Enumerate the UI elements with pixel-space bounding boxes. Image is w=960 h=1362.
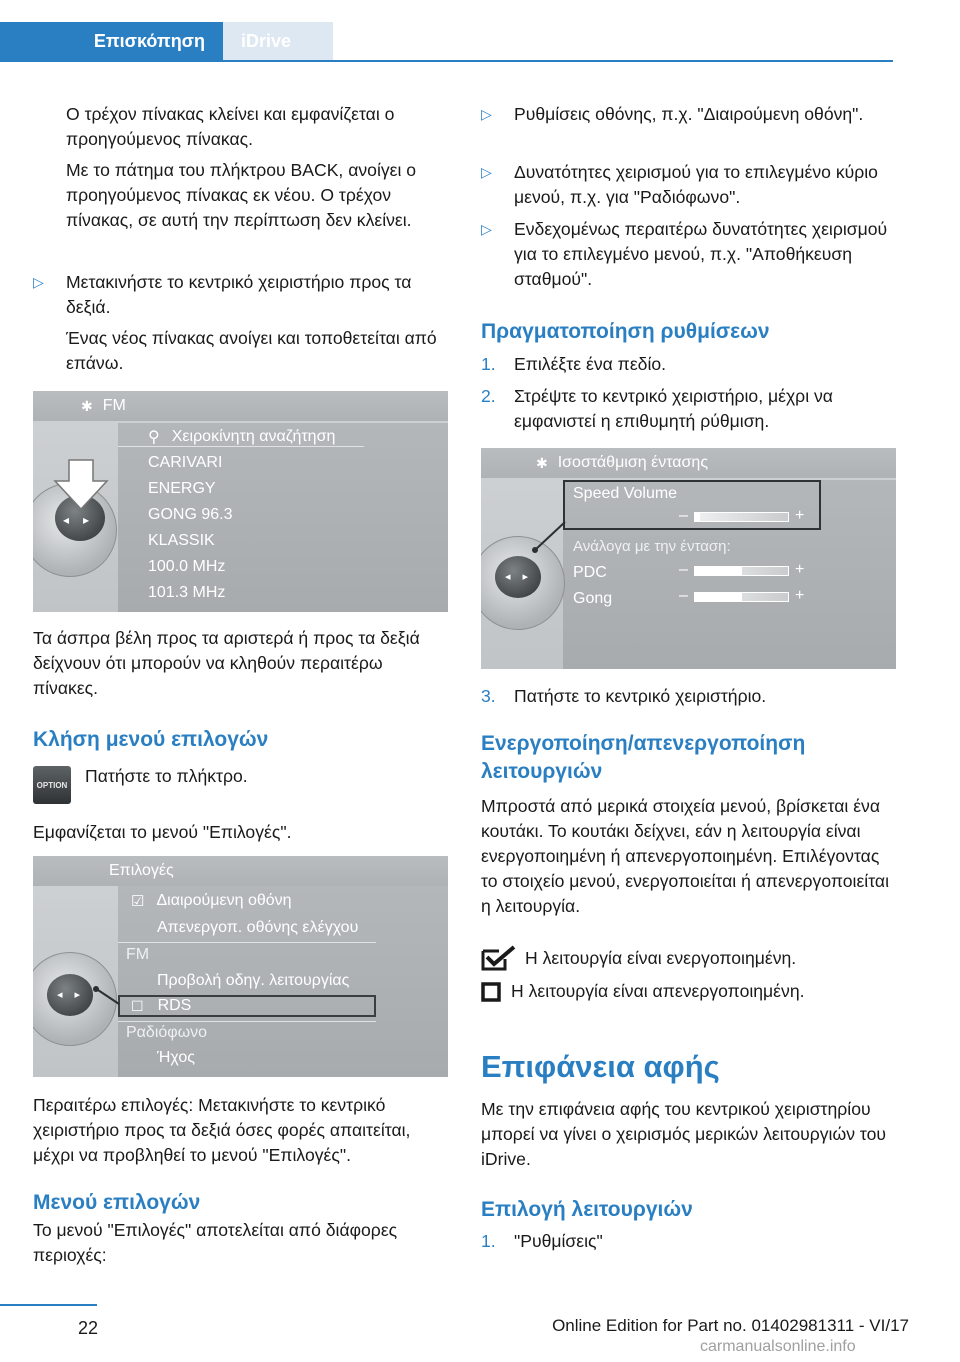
station-item: 101.3 MHz xyxy=(148,584,226,601)
step-number: 1. xyxy=(481,1231,496,1251)
manual-search-row xyxy=(148,427,335,447)
divider xyxy=(118,942,376,943)
gong-slider[interactable] xyxy=(694,592,789,602)
speaker-icon: ✱ xyxy=(536,454,548,471)
watermark: carmanualsonline.info xyxy=(700,1338,856,1355)
screen-topbar xyxy=(33,856,448,886)
screen-topbar xyxy=(33,391,448,421)
rds-label: RDS xyxy=(157,997,192,1014)
plus-icon[interactable]: + xyxy=(795,587,805,604)
minus-icon[interactable]: – xyxy=(679,507,688,524)
split-screen-row xyxy=(131,892,292,910)
gong-label: Gong xyxy=(573,590,613,607)
manual-search-label: Χειροκίνητη αναζήτηση xyxy=(171,428,336,445)
minus-icon[interactable]: – xyxy=(679,587,688,604)
heading-options-menu: Μενού επιλογών xyxy=(33,1191,201,1214)
bullet-main-menu-options xyxy=(481,160,896,210)
triangle-bullet-icon: ▷ xyxy=(481,164,492,180)
station-item: KLASSIK xyxy=(148,532,215,549)
paragraph-new-panel: Ένας νέος πίνακας ανοίγει και τοποθετείται από επάνω. xyxy=(66,328,437,373)
screen-title: Ισοστάθμιση έντασης xyxy=(557,454,709,471)
pdc-slider[interactable] xyxy=(694,566,789,576)
screen-topbar xyxy=(481,448,896,478)
heading-call-options-menu: Κλήση μενού επιλογών xyxy=(33,728,269,751)
left-right-arrows-icon: ◂▸ xyxy=(57,989,93,1001)
fm-section-label: FM xyxy=(126,946,150,963)
step-number: 2. xyxy=(481,386,496,406)
screen-title: Επιλογές xyxy=(109,862,174,879)
step-1-settings xyxy=(481,1229,896,1254)
bullet-further-options xyxy=(481,217,896,292)
legend-enabled xyxy=(481,945,796,971)
speed-volume-label: Speed Volume xyxy=(573,485,678,502)
page-number: 22 xyxy=(77,1318,98,1338)
show-driver-function-row: Προβολή οδηγ. λειτουργίας xyxy=(157,972,350,989)
search-icon: ⚲ xyxy=(148,429,160,446)
paragraph-current-closes: Ο τρέχον πίνακας κλείνει και εμφανίζεται ο προηγούμενος πίνακας. xyxy=(66,104,395,149)
rds-row xyxy=(131,997,191,1015)
slider-fill xyxy=(695,567,742,575)
left-right-arrows-icon: ◂▸ xyxy=(505,571,541,583)
proportional-label: Ανάλογα με την ένταση: xyxy=(573,538,731,555)
step-text: Επιλέξτε ένα πεδίο. xyxy=(514,354,667,374)
station-item: 100.0 MHz xyxy=(148,558,226,575)
radio-section-label: Ραδιόφωνο xyxy=(126,1024,208,1041)
legend-enabled-text: Η λειτουργία είναι ενεργοποιημένη. xyxy=(525,947,797,968)
option-key-label: OPTION xyxy=(36,780,68,790)
screenshot-options xyxy=(33,856,448,1077)
triangle-bullet-icon: ▷ xyxy=(481,221,492,237)
checkbox-unchecked-icon: ☐ xyxy=(131,997,144,1014)
triangle-bullet-icon: ▷ xyxy=(33,274,44,290)
step-text: "Ρυθμίσεις" xyxy=(514,1231,603,1251)
checkbox-checked-icon: ☑ xyxy=(131,893,145,910)
plus-icon[interactable]: + xyxy=(795,561,805,578)
paragraph-arrows: Τα άσπρα βέλη προς τα αριστερά ή προς τα δεξιά δείχνουν ότι μπορούν να κληθούν περαιτέρω πίνακες. xyxy=(33,628,420,698)
tab-idrive-label: iDrive xyxy=(241,31,292,51)
bullet-text: Ενδεχομένως περαιτέρω δυνατότητες χειρισμού για το επιλεγμένο μενού, π.χ. "Αποθήκευση σταθμού". xyxy=(514,219,888,289)
bullet-display-settings xyxy=(481,102,896,127)
bullet-text: Μετακινήστε το κεντρικό χειριστήριο προς τα δεξιά. xyxy=(66,272,412,317)
edition-note: Online Edition for Part no. 01402981311 - VI/17 xyxy=(552,1316,909,1335)
arrow-down-icon xyxy=(53,459,109,511)
paragraph-checkbox: Μπροστά από μερικά στοιχεία μενού, βρίσκεται ένα κουτάκι. Το κουτάκι δείχνει, εάν η λειτουργία είναι ενεργοποιημένη ή απενεργοποιημένη. Επιλέγοντας το στοιχείο μενού, ενεργοποιείται ή απενεργοποιείται η λειτουργία. xyxy=(481,796,889,916)
footer-rule xyxy=(0,1304,97,1306)
tab-overview[interactable] xyxy=(0,22,223,61)
plus-icon[interactable]: + xyxy=(795,507,805,524)
screen-title: FM xyxy=(102,397,126,414)
split-screen-label: Διαιρούμενη οθόνη xyxy=(156,892,292,909)
paragraph-menu-shown: Εμφανίζεται το μενού "Επιλογές". xyxy=(33,822,292,842)
triangle-bullet-icon: ▷ xyxy=(481,106,492,122)
sound-row: Ήχος xyxy=(157,1049,195,1066)
slider-fill xyxy=(695,513,700,521)
pdc-label: PDC xyxy=(573,564,607,581)
step-number: 3. xyxy=(481,686,496,706)
heading-toggle-functions: Ενεργοποίηση/απενεργοποίηση λειτουργιών xyxy=(481,732,806,783)
step-3 xyxy=(481,684,896,709)
tab-overview-label: Επισκόπηση xyxy=(93,31,205,51)
screenshot-fm xyxy=(33,391,448,612)
paragraph-press-key: Πατήστε το πλήκτρο. xyxy=(85,766,248,786)
step-2 xyxy=(481,384,896,434)
header-rule xyxy=(0,60,893,62)
divider xyxy=(118,1021,376,1022)
screenshot-volume-balance xyxy=(481,448,896,669)
bullet-move-right xyxy=(33,270,448,320)
legend-disabled-text: Η λειτουργία είναι απενεργοποιημένη. xyxy=(511,981,805,1001)
heading-make-settings: Πραγματοποίηση ρυθμίσεων xyxy=(481,320,770,343)
legend-disabled xyxy=(481,979,805,1004)
paragraph-more-options: Περαιτέρω επιλογές: Μετακινήστε το κεντρικό χειριστήριο προς τα δεξιά όσες φορές απαιτείται, μέχρι να προβληθεί το μενού "Επιλογές". xyxy=(33,1095,411,1165)
step-number: 1. xyxy=(481,354,496,374)
checkbox-checked-icon xyxy=(481,945,517,971)
paragraph-back-button: Με το πάτημα του πλήκτρου BACK, ανοίγει ο προηγούμενος πίνακας εκ νέου. Ο τρέχον πίνακας, σε αυτή την περίπτωση δεν κλείνει. xyxy=(66,160,417,230)
speed-volume-slider[interactable] xyxy=(694,512,789,522)
step-text: Πατήστε το κεντρικό χειριστήριο. xyxy=(514,686,767,706)
pointer-line xyxy=(531,518,571,554)
pointer-line xyxy=(93,986,123,1008)
left-right-arrows-icon: ◂▸ xyxy=(63,513,104,527)
station-item: CARIVARI xyxy=(148,454,223,471)
heading-touchpad: Επιφάνεια αφής xyxy=(481,1049,720,1084)
paragraph-touchpad: Με την επιφάνεια αφής του κεντρικού χειριστηρίου μπορεί να γίνει ο χειρισμός μερικών λειτουργιών του iDrive. xyxy=(481,1099,886,1169)
heading-select-functions: Επιλογή λειτουργιών xyxy=(481,1198,693,1221)
minus-icon[interactable]: – xyxy=(679,561,688,578)
tab-idrive[interactable] xyxy=(223,22,333,61)
step-1 xyxy=(481,352,896,377)
bullet-text: Ρυθμίσεις οθόνης, π.χ. "Διαιρούμενη οθόνη". xyxy=(514,104,864,124)
slider-fill xyxy=(695,593,742,601)
checkbox-unchecked-icon xyxy=(481,982,501,1002)
option-key-icon xyxy=(33,766,71,804)
step-text: Στρέψτε το κεντρικό χειριστήριο, μέχρι να εμφανιστεί η επιθυμητή ρύθμιση. xyxy=(514,386,833,431)
paragraph-menu-areas: Το μενού "Επιλογές" αποτελείται από διάφορες περιοχές: xyxy=(33,1220,398,1265)
control-display-off-row: Απενεργοπ. οθόνης ελέγχου xyxy=(157,919,359,936)
station-item: GONG 96.3 xyxy=(148,506,233,523)
radio-icon: ✱ xyxy=(81,397,93,414)
station-item: ENERGY xyxy=(148,480,216,497)
bullet-text: Δυνατότητες χειρισμού για το επιλεγμένο κύριο μενού, π.χ. για "Ραδιόφωνο". xyxy=(514,162,878,207)
